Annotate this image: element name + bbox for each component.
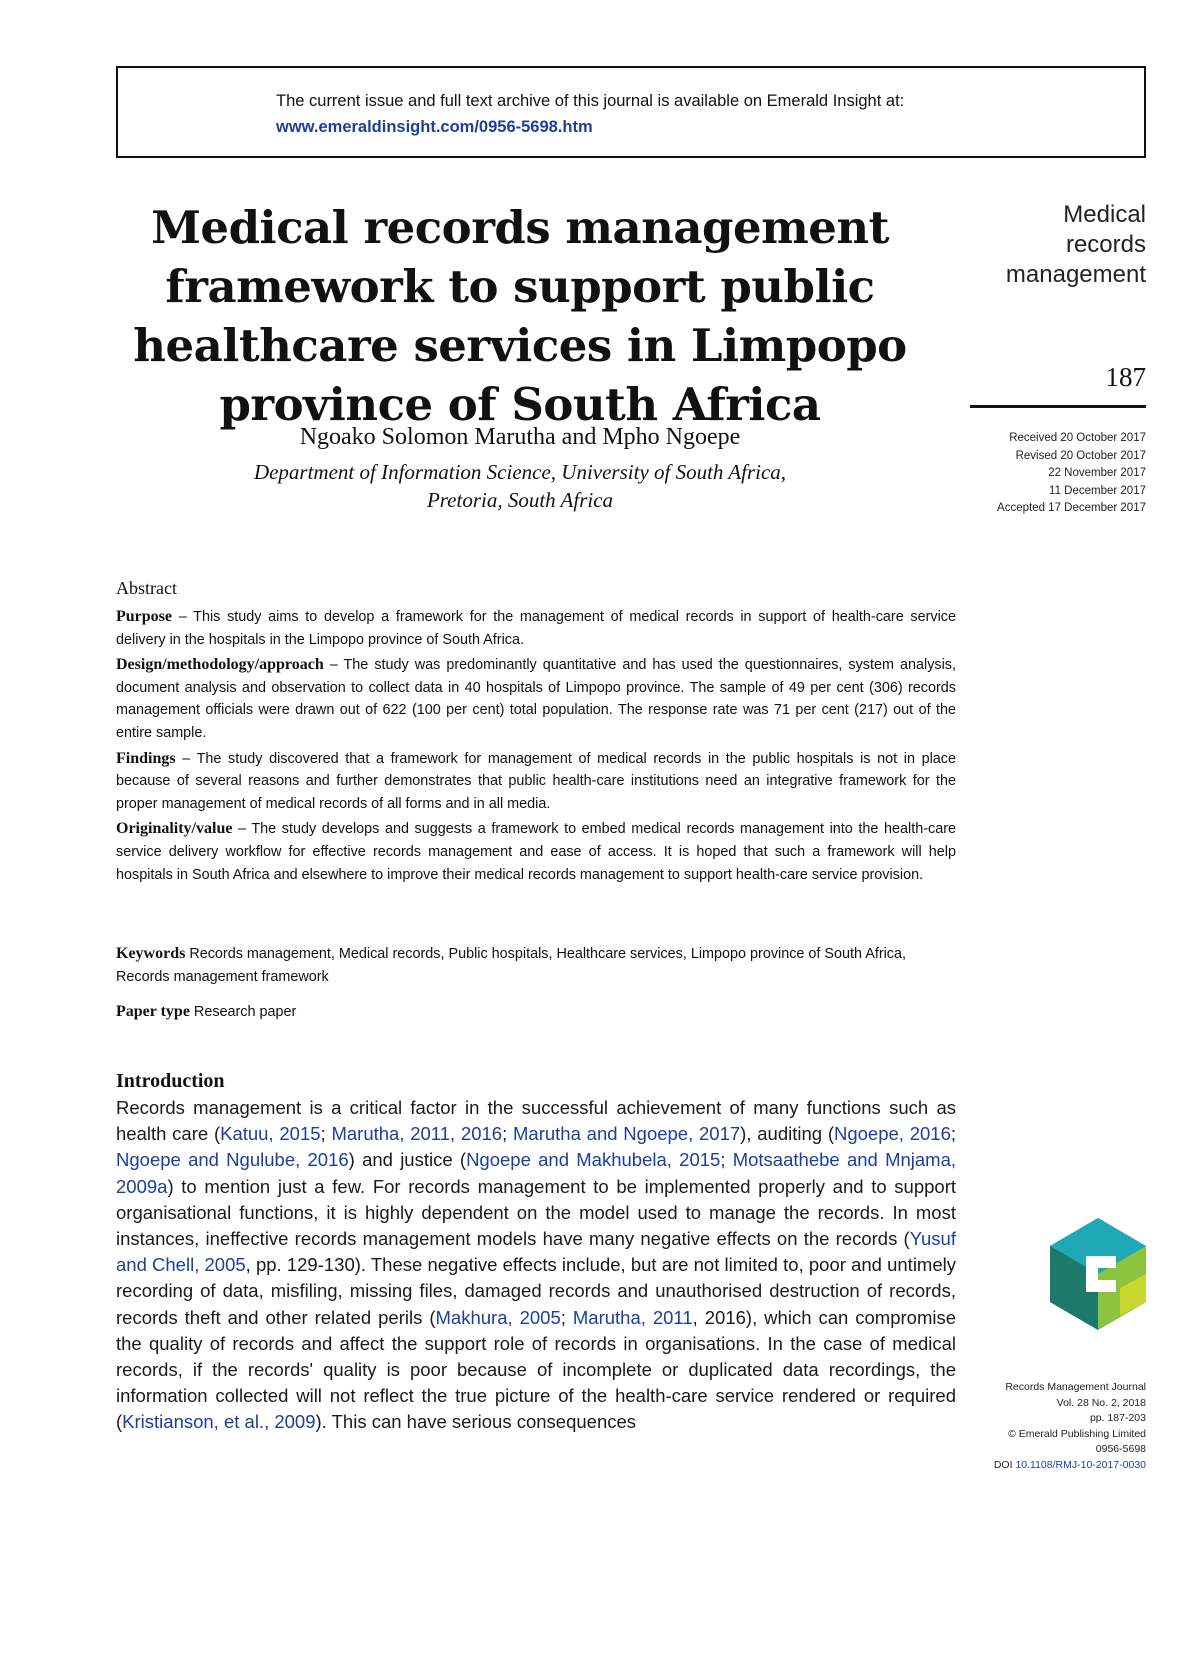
- journal-pages: pp. 187-203: [1089, 1412, 1146, 1425]
- intro-text: ;: [720, 1149, 733, 1171]
- abstract-body: [116, 606, 956, 889]
- date-revised-1: Revised 20 October 2017: [1015, 449, 1146, 462]
- introduction-body: [116, 1095, 956, 1436]
- purpose-label: Purpose: [116, 608, 172, 625]
- citation-link[interactable]: Yusuf and Chell, 2005: [116, 1228, 956, 1276]
- archive-notice: [276, 88, 904, 140]
- page-number-rule: [970, 405, 1146, 408]
- running-head-line-3: management: [1005, 261, 1146, 288]
- journal-info: [916, 1380, 1146, 1474]
- originality-label: Originality/value: [116, 820, 233, 838]
- findings-label: Findings: [116, 749, 176, 767]
- doi-label: DOI: [993, 1458, 1013, 1471]
- citation-link[interactable]: Ngoepe and Ngulube, 2016: [116, 1149, 349, 1171]
- intro-text: ;: [950, 1123, 956, 1145]
- emerald-logo-icon: [1050, 1218, 1146, 1330]
- purpose-text: – This study aims to develop a framework for the management of medical records in support of health-care service delivery in the hospitals in the Limpopo province of South Africa.: [116, 609, 956, 648]
- archive-notice-box: [116, 66, 1146, 158]
- abstract-design: [116, 654, 956, 744]
- citation-link[interactable]: Ngoepe and Makhubela, 2015: [466, 1149, 721, 1171]
- originality-text: – The study develops and suggests a framework to embed medical records management into the health-care service delivery workflow for effective records management and ease of access. It is hoped that such a framework will help hospitals in South Africa and elsewhere to improve their medical records management to support health-care service provision.: [116, 821, 956, 883]
- date-revised-2: 22 November 2017: [1048, 467, 1146, 479]
- abstract-findings: [116, 748, 956, 816]
- intro-text: ) to mention just a few. For records management to be implemented properly and to support organisational functions, it is highly dependent on the model used to manage the records. In most instances, ineffective records management models have many negative effects on the records (: [116, 1175, 956, 1250]
- article-authors: Ngoako Solomon Marutha and Mpho Ngoepe: [299, 424, 741, 450]
- keywords: [116, 942, 956, 989]
- abstract-heading: Abstract: [116, 578, 177, 598]
- intro-text: , pp. 129-130). These negative effects include, but are not limited to, poor and untimely recording of data, misfiling, missing files, damaged records and unauthorised destruction of records, records theft and other related perils (: [116, 1254, 956, 1328]
- date-revised-3: 11 December 2017: [1049, 484, 1146, 497]
- findings-text: – The study discovered that a framework for management of medical records in the public hospitals is not in place because of several reasons and further demonstrates that public health-care institutions need an integrative framework for the proper management of medical records of all forms and in all media.: [116, 750, 956, 812]
- running-head: [926, 200, 1146, 290]
- journal-volume: Vol. 28 No. 2, 2018: [1056, 1396, 1146, 1409]
- intro-text: ;: [560, 1306, 573, 1328]
- citation-link[interactable]: Marutha, 2011, 2016: [331, 1123, 503, 1145]
- keywords-text: Records management, Medical records, Public hospitals, Healthcare services, Limpopo province of South Africa, Records management framework: [116, 946, 907, 985]
- paper-type-label: Paper type: [116, 1003, 190, 1020]
- journal-name: Records Management Journal: [1005, 1381, 1146, 1393]
- intro-text: ). This can have serious consequences: [315, 1411, 637, 1433]
- affiliation-line-2: Pretoria, South Africa: [426, 488, 614, 512]
- citation-link[interactable]: Marutha, 2011: [572, 1306, 693, 1328]
- article-dates: [916, 430, 1146, 518]
- citation-link[interactable]: Ngoepe, 2016: [833, 1123, 951, 1145]
- paper-type: [116, 1000, 956, 1024]
- design-label: Design/methodology/approach: [116, 656, 324, 674]
- citation-link[interactable]: Makhura, 2005: [435, 1306, 561, 1328]
- running-head-line-2: records: [1065, 231, 1146, 258]
- intro-text: ) and justice (: [348, 1149, 467, 1171]
- intro-text: ;: [320, 1123, 332, 1145]
- abstract-originality: [116, 818, 956, 886]
- citation-link[interactable]: Katuu, 2015: [220, 1123, 321, 1145]
- archive-notice-text: The current issue and full text archive of this journal is available on Emerald Insight at:: [276, 92, 905, 110]
- running-head-line-1: Medical: [1063, 201, 1146, 228]
- page-number: 187: [1105, 362, 1146, 392]
- introduction-heading: Introduction: [116, 1070, 225, 1092]
- keywords-label: Keywords: [116, 945, 186, 962]
- doi-link[interactable]: 10.1108/RMJ-10-2017-0030: [1015, 1458, 1146, 1471]
- archive-url-link[interactable]: www.emeraldinsight.com/0956-5698.htm: [276, 118, 593, 136]
- intro-text: , 2016), which can compromise the quality of records and affect the support role of records in organisations. In the case of medical records, if the records' quality is poor because of incomplete or duplicated data recordings, the information collected will not reflect the true picture of the health-care service rendered or required (: [116, 1306, 957, 1433]
- affiliation-line-1: Department of Information Science, University of South Africa,: [253, 460, 787, 484]
- citation-link[interactable]: Motsaathebe and Mnjama, 2009a: [116, 1149, 957, 1197]
- journal-copyright: © Emerald Publishing Limited: [1008, 1427, 1146, 1440]
- intro-text: Records management is a critical factor in the successful achievement of many functions such as health care (: [116, 1097, 956, 1145]
- intro-text: ), auditing (: [740, 1123, 834, 1145]
- abstract-purpose: [116, 606, 956, 651]
- article-affiliation: [120, 458, 920, 514]
- intro-text: ;: [502, 1123, 514, 1145]
- article-title: Medical records management framework to support public healthcare services in Limpopo province of South Africa: [133, 201, 907, 431]
- journal-issn: 0956-5698: [1095, 1443, 1146, 1456]
- paper-type-text: Research paper: [193, 1004, 297, 1020]
- date-received: Received 20 October 2017: [1009, 432, 1146, 444]
- journal-doi: [916, 1458, 1146, 1474]
- citation-link[interactable]: Marutha and Ngoepe, 2017: [513, 1123, 741, 1145]
- date-accepted: Accepted 17 December 2017: [997, 502, 1146, 514]
- citation-link[interactable]: Kristianson, et al., 2009: [122, 1411, 316, 1433]
- design-text: – The study was predominantly quantitative and has used the questionnaires, system analysis, document analysis and observation to collect data in 40 hospitals of Limpopo province. The sample of 49 per cent (306) records management officials were drawn out of 622 (100 per cent) total population. The response rate was 71 per cent (217) out of the entire sample.: [116, 657, 956, 741]
